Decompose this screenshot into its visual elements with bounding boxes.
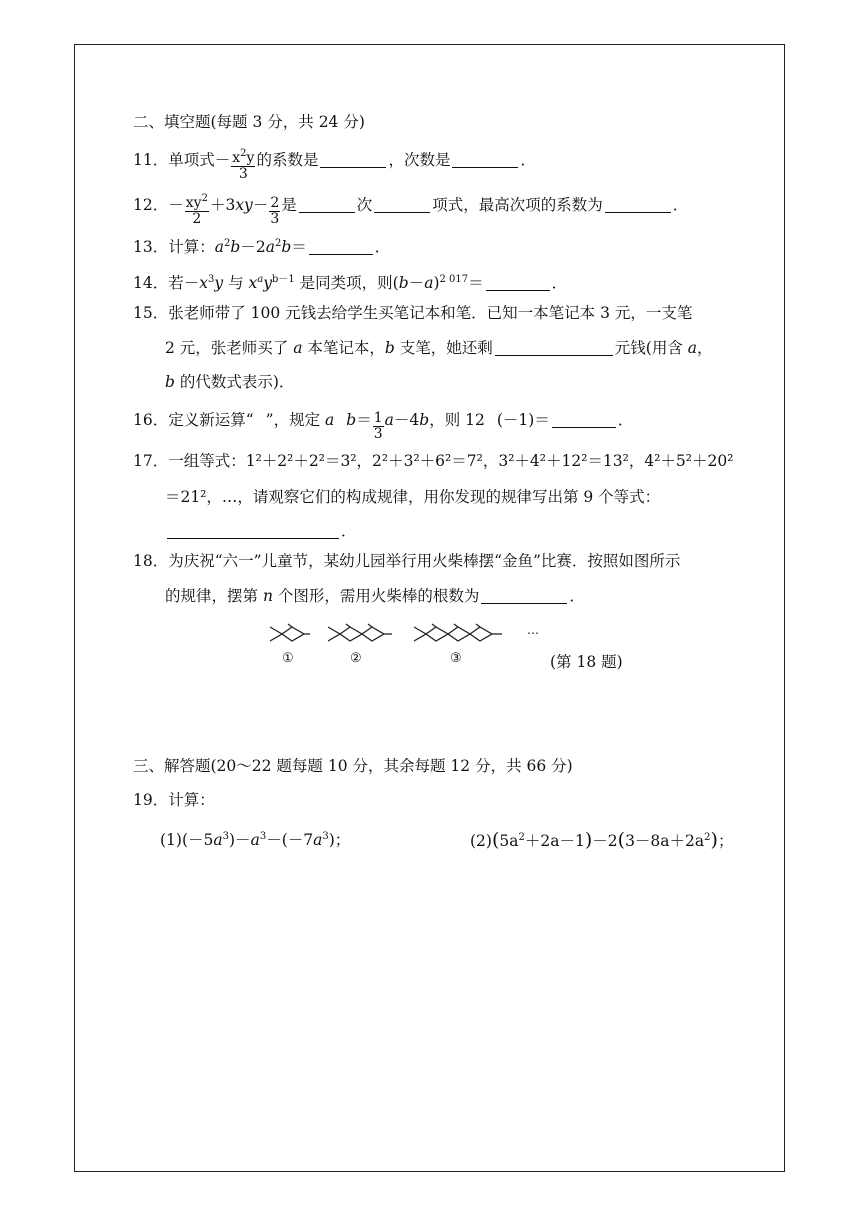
q13-blank[interactable] — [309, 240, 373, 255]
q12-xy: xy — [235, 196, 253, 214]
question-12 — [133, 195, 688, 227]
q11-text-b: ，次数是 — [388, 151, 451, 169]
question-13: 13．计算：$a^2b-2a^2b=$ ． — [133, 238, 391, 256]
q16-blank[interactable] — [552, 413, 616, 428]
q12-end: ． — [672, 196, 689, 214]
question-17-line-1 — [133, 451, 733, 471]
q13-prefix: 计算： — [168, 238, 215, 256]
q12-minus-2: － — [252, 196, 269, 214]
q12-number: 12． — [133, 196, 169, 214]
q11-blank-1[interactable] — [320, 153, 386, 168]
q15-blank[interactable] — [495, 341, 613, 356]
question-18-line-2: 的规律，摆第 n 个图形，需用火柴棒的根数为 ． — [165, 587, 585, 605]
question-15-line-1 — [133, 303, 692, 323]
q12-text-c: 项式，最高次项的系数为 — [432, 196, 603, 214]
question-18-line-1 — [133, 551, 680, 571]
q11-prefix: 单项式－ — [168, 151, 231, 169]
figure-ellipsis: … — [527, 623, 539, 637]
figure-caption: (第 18 题) — [550, 653, 623, 671]
q14-blank[interactable] — [486, 276, 550, 291]
question-14: 14．若$-x^3y$ 与 $x^ay^{b-1}$ 是同类项，则$(b-a)^{2 017}=$ ． — [133, 274, 568, 292]
question-17-line-3: ． — [165, 521, 357, 541]
q17-number: 17． — [133, 452, 169, 470]
q12-text-b: 次 — [356, 196, 373, 214]
q19-text: 计算： — [168, 791, 215, 809]
section-2-title: 二、填空题(每题 3 分，共 24 分) — [133, 113, 365, 131]
question-17-line-2: ＝21²，…，请观察它们的构成规律，用你发现的规律写出第 9 个等式： — [165, 488, 661, 506]
figure-label-3: ③ — [450, 651, 462, 666]
q16-number: 16． — [133, 411, 169, 429]
matchstick-fish-figure-3 — [412, 621, 508, 647]
q12-minus: － — [168, 196, 184, 214]
question-11 — [133, 150, 536, 182]
question-16: 16．定义新运算“ ”，规定 a b＝ $\frac{1}{3}$ a－4b，则 12 (－1)＝ ． — [133, 410, 634, 442]
q11-number: 11． — [133, 151, 169, 169]
q11-blank-2[interactable] — [452, 153, 518, 168]
q14-number: 14． — [133, 274, 169, 292]
q16-fraction: $\frac{1}{3}$ — [373, 410, 383, 442]
q19-part-2: $(2)(5a^2+2a-1)-2(3-8a+2a^2)$； — [470, 829, 734, 851]
q17-text-1: 一组等式：1²＋2²＋2²＝3²，2²＋3²＋6²＝7²，3²＋4²＋12²＝13²，4²＋5²＋20² — [168, 452, 734, 470]
figure-label-2: ② — [350, 651, 362, 666]
matchstick-fish-figure-1 — [268, 621, 312, 647]
q18-number: 18． — [133, 552, 169, 570]
q12-blank-3[interactable] — [605, 198, 671, 213]
figure-label-1: ① — [282, 651, 294, 666]
q13-number: 13． — [133, 238, 169, 256]
q12-plus: ＋3 — [209, 196, 236, 214]
question-15-line-2: 2 元，张老师买了 a 本笔记本，b 支笔，她还剩 元钱(用含 a， — [165, 339, 713, 357]
q12-blank-1[interactable] — [299, 198, 355, 213]
q12-text-a: 是 — [281, 196, 297, 214]
q11-end: ． — [520, 151, 536, 169]
q12-blank-2[interactable] — [374, 198, 430, 213]
q12-fraction-2: $\frac{2}{3}$ — [270, 195, 280, 227]
q19-part-1: $(1)(-5a^3)-a^3-(-7a^3)$； — [160, 831, 351, 849]
q11-fraction: $\frac{x^2y}{3}$ — [232, 148, 255, 182]
question-19 — [133, 790, 215, 810]
q15-number: 15． — [133, 304, 169, 322]
matchstick-fish-figure-2 — [326, 621, 396, 647]
q15-text-1: 张老师带了 100 元钱去给学生买笔记本和笔．已知一本笔记本 3 元，一支笔 — [168, 304, 693, 322]
section-3-title: 三、解答题(20～22 题每题 10 分，其余每题 12 分，共 66 分) — [133, 757, 573, 775]
q19-number: 19． — [133, 791, 169, 809]
q17-blank[interactable] — [167, 524, 339, 539]
question-15-line-3: b 的代数式表示)． — [165, 373, 295, 391]
q18-text-1: 为庆祝“六一”儿童节，某幼儿园举行用火柴棒摆“金鱼”比赛．按照如图所示 — [168, 552, 681, 570]
q18-blank[interactable] — [481, 589, 567, 604]
q12-fraction-1: $\frac{xy^2}{2}$ — [185, 193, 208, 227]
q11-text-a: 的系数是 — [256, 151, 319, 169]
